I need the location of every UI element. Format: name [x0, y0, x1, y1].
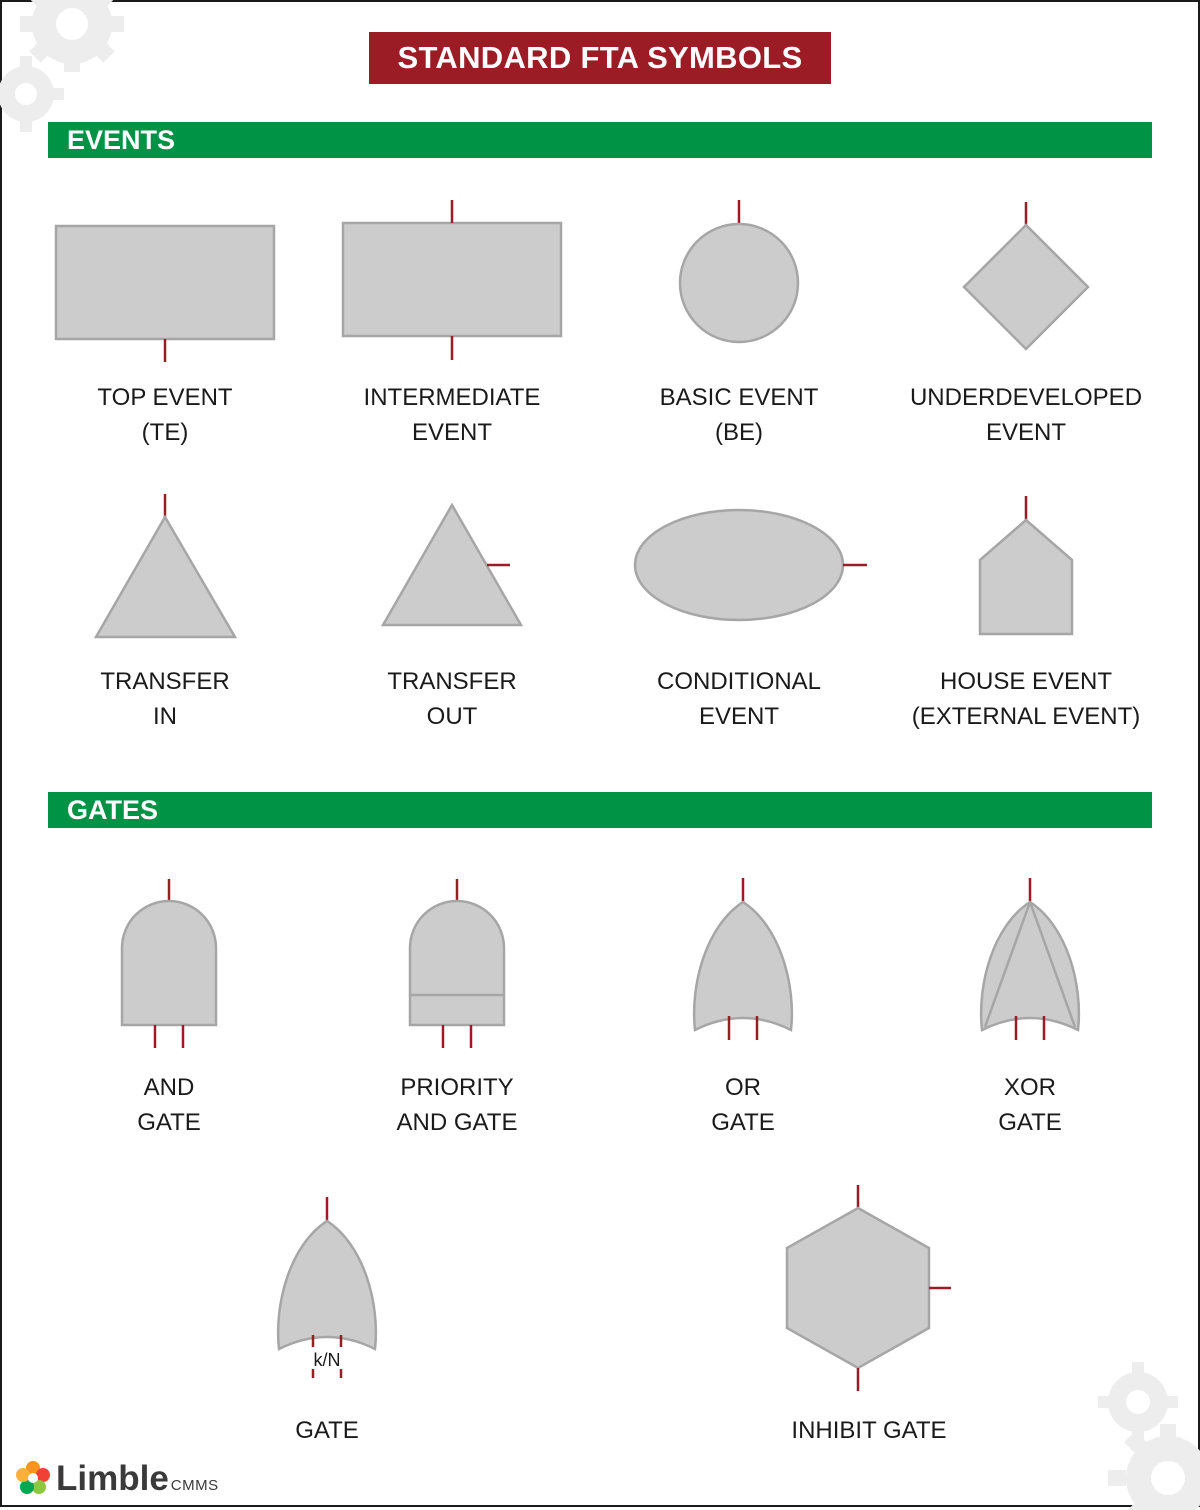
gates-section-header: GATES [48, 792, 1152, 828]
transfer-out-symbol [383, 505, 521, 625]
top-event-symbol [56, 226, 274, 362]
transfer-in-symbol [96, 494, 235, 637]
limble-logo [16, 1455, 219, 1499]
and-gate-symbol [122, 879, 216, 1048]
xor-gate-symbol [981, 878, 1079, 1040]
logo-wordmark: Limble [56, 1459, 169, 1498]
underdeveloped-event-label: UNDERDEVELOPED EVENT [909, 384, 1143, 446]
conditional-event-label: CONDITIONAL EVENT [656, 668, 821, 730]
basic-event-label: BASIC EVENT (BE) [659, 384, 819, 446]
k-of-n-gate-symbol [278, 1197, 376, 1378]
k-of-n-label: k/N [313, 1350, 341, 1370]
priority-and-gate-label: PRIORITY AND GATE [396, 1074, 518, 1136]
or-gate-label: OR GATE [711, 1074, 775, 1136]
and-gate-label: AND GATE [137, 1074, 201, 1136]
underdeveloped-event-symbol [964, 202, 1088, 349]
logo-suffix: CMMS [170, 1477, 219, 1494]
intermediate-event-symbol [343, 200, 561, 360]
inhibit-gate-symbol [787, 1185, 951, 1391]
priority-and-gate-symbol [410, 879, 504, 1048]
page-title: STANDARD FTA SYMBOLS [369, 32, 831, 84]
house-event-label: HOUSE EVENT (EXTERNAL EVENT) [911, 668, 1141, 730]
inhibit-gate-label: INHIBIT GATE [791, 1417, 947, 1444]
or-gate-symbol [694, 878, 792, 1040]
intermediate-event-label: INTERMEDIATE EVENT [363, 384, 541, 446]
house-event-symbol [980, 496, 1072, 634]
transfer-in-label: TRANSFER IN [100, 668, 230, 730]
transfer-out-label: TRANSFER OUT [387, 668, 517, 730]
k-of-n-gate-label: GATE [295, 1417, 359, 1444]
events-section-header: EVENTS [48, 122, 1152, 158]
basic-event-symbol [680, 200, 798, 342]
limble-flower-icon [16, 1461, 50, 1495]
top-event-label: TOP EVENT (TE) [97, 384, 233, 446]
xor-gate-label: XOR GATE [998, 1074, 1062, 1136]
conditional-event-symbol [635, 510, 867, 620]
